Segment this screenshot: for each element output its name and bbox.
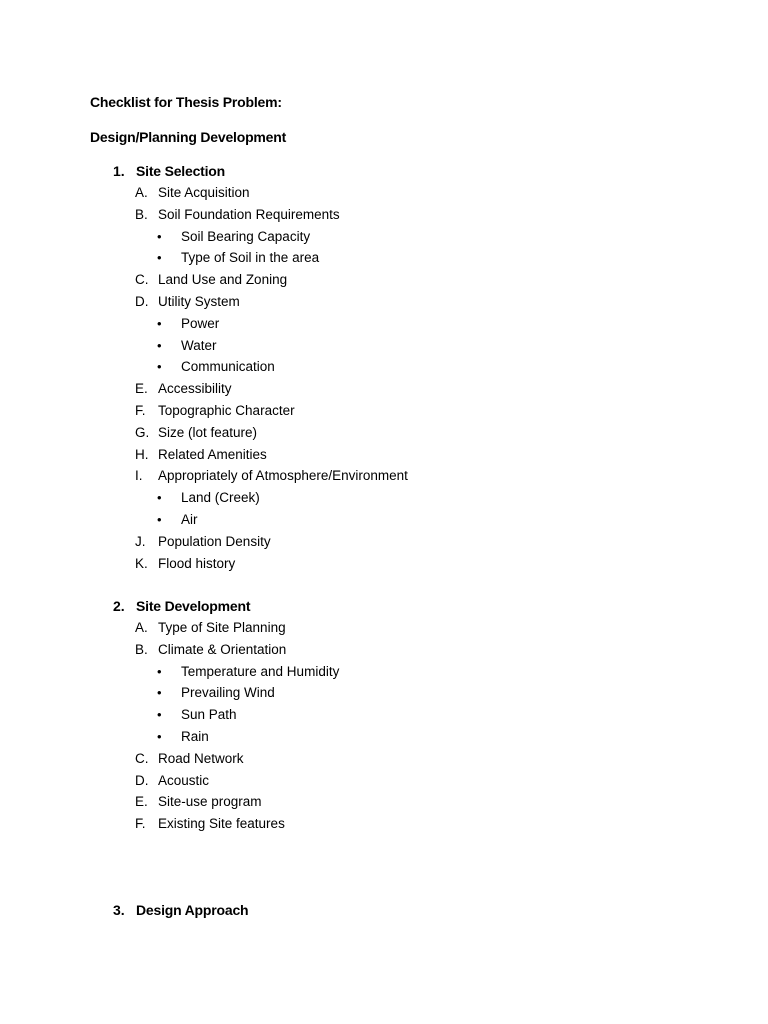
item-letter: C. xyxy=(135,272,149,288)
bullet-icon: • xyxy=(157,512,162,527)
bullet-icon: • xyxy=(157,685,162,701)
document-title: Checklist for Thesis Problem: xyxy=(90,94,282,110)
item-letter: E. xyxy=(135,381,148,397)
list-item: Land Use and Zoning xyxy=(158,272,288,288)
bullet-item: Air xyxy=(181,512,198,527)
bullet-item: Prevailing Wind xyxy=(181,685,275,701)
item-letter: B. xyxy=(135,641,148,657)
bullet-icon: • xyxy=(157,729,162,744)
section-title: Site Development xyxy=(136,598,251,614)
list-item: Size (lot feature) xyxy=(158,424,258,440)
bullet-item: Water xyxy=(181,337,217,353)
bullet-item: Soil Bearing Capacity xyxy=(181,228,311,244)
document-subtitle: Design/Planning Development xyxy=(90,129,287,145)
bullet-icon: • xyxy=(157,315,162,331)
bullet-icon: • xyxy=(157,337,162,353)
section-number: 3. xyxy=(113,902,125,918)
list-item: Type of Site Planning xyxy=(158,620,286,635)
list-item: Soil Foundation Requirements xyxy=(158,206,340,222)
item-letter: A. xyxy=(135,620,148,635)
list-item: Acoustic xyxy=(158,772,210,788)
list-item: Road Network xyxy=(158,750,244,766)
bullet-item: Type of Soil in the area xyxy=(181,250,320,266)
section-title: Site Selection xyxy=(136,163,226,179)
item-letter: J. xyxy=(135,533,146,549)
bullet-icon: • xyxy=(157,707,162,723)
item-letter: K. xyxy=(135,555,148,571)
bullet-icon: • xyxy=(157,359,162,375)
bullet-item: Land (Creek) xyxy=(181,490,260,506)
item-letter: D. xyxy=(135,294,149,309)
bullet-item: Power xyxy=(181,315,220,331)
section-number: 2. xyxy=(113,598,125,614)
bullet-icon: • xyxy=(157,663,162,679)
list-item: Flood history xyxy=(158,555,236,571)
list-item: Related Amenities xyxy=(158,446,267,462)
list-item: Appropriately of Atmosphere/Environment xyxy=(158,468,408,484)
item-letter: F. xyxy=(135,403,146,418)
item-letter: F. xyxy=(135,816,146,832)
list-item: Climate & Orientation xyxy=(158,641,287,657)
item-letter: C. xyxy=(135,750,149,766)
bullet-icon: • xyxy=(157,490,162,506)
item-letter: I. xyxy=(135,468,143,484)
section-number: 1. xyxy=(113,163,125,179)
bullet-icon: • xyxy=(157,228,162,244)
list-item: Site-use program xyxy=(158,794,262,810)
list-item: Utility System xyxy=(158,294,240,309)
list-item: Existing Site features xyxy=(158,816,285,832)
bullet-item: Rain xyxy=(181,729,209,744)
bullet-item: Communication xyxy=(181,359,275,375)
section-title: Design Approach xyxy=(136,902,249,918)
item-letter: E. xyxy=(135,794,148,810)
bullet-item: Sun Path xyxy=(181,707,237,723)
item-letter: G. xyxy=(135,424,150,440)
list-item: Topographic Character xyxy=(158,403,295,418)
item-letter: A. xyxy=(135,185,148,200)
list-item: Site Acquisition xyxy=(158,185,250,200)
item-letter: B. xyxy=(135,206,148,222)
item-letter: H. xyxy=(135,446,149,462)
bullet-item: Temperature and Humidity xyxy=(181,663,340,679)
item-letter: D. xyxy=(135,772,149,788)
bullet-icon: • xyxy=(157,250,162,266)
list-item: Accessibility xyxy=(158,381,232,397)
list-item: Population Density xyxy=(158,533,271,549)
